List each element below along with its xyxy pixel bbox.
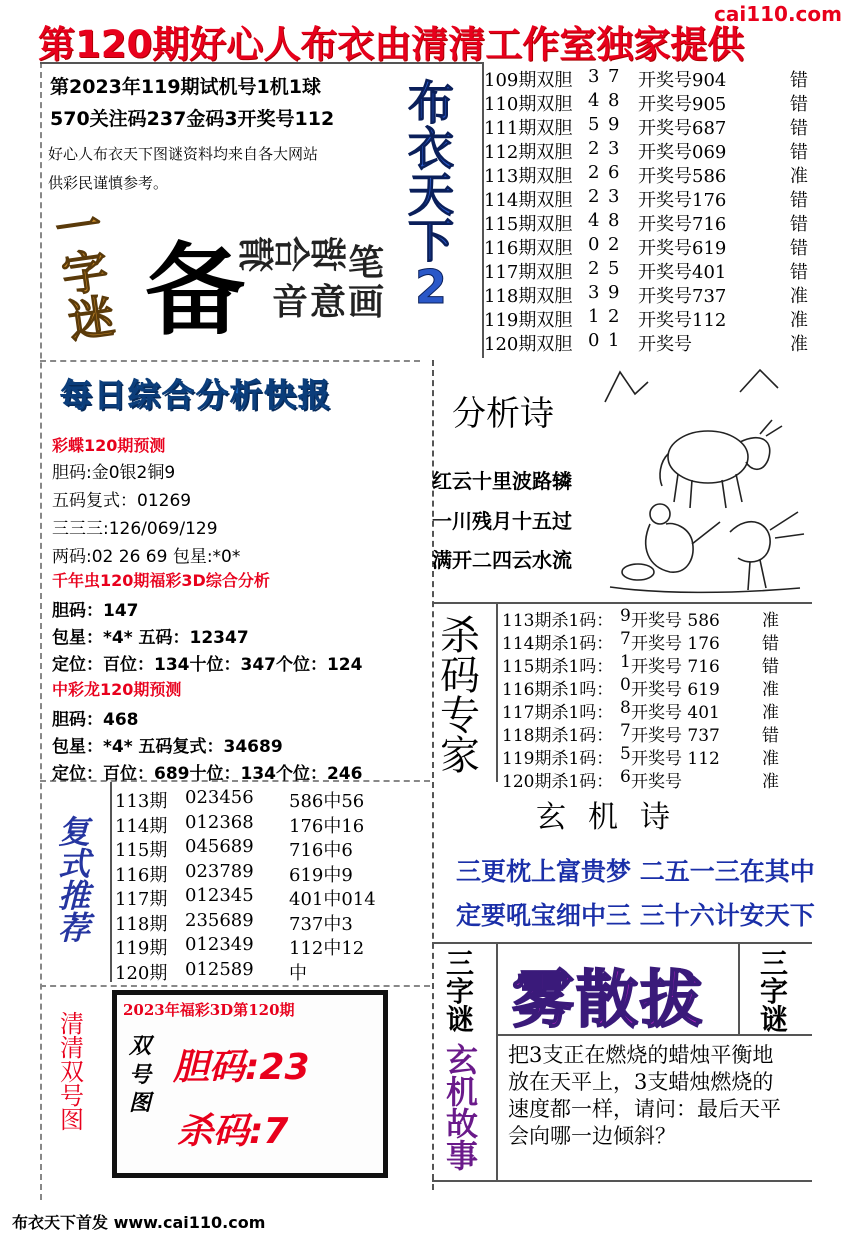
row-result: 176中16 [289, 815, 365, 837]
riddle-character: 备 [145, 231, 245, 349]
dh-dan-code: 胆码:23 [173, 1047, 310, 1088]
row-mark: 错 [790, 94, 808, 115]
kill-label-char: 家 [440, 733, 480, 779]
row-digit: 2 [608, 306, 620, 327]
caidie-title: 彩蝶120期预测 [52, 436, 166, 455]
double-dan-row [484, 138, 810, 162]
row-numbers: 045689 [185, 836, 254, 857]
kill-code-row [502, 606, 782, 629]
double-number-box [112, 990, 388, 1178]
sanzi-word: 雾散拔 [512, 963, 705, 1036]
riddle-hint-char: 笔 [348, 243, 385, 284]
row-mark: 准 [790, 286, 808, 307]
row-period: 116期双胆 [484, 238, 573, 259]
row-digit: 3 [608, 138, 620, 159]
sanzi-label-char: 字 [760, 975, 789, 1008]
row-numbers: 023789 [185, 860, 254, 882]
fushi-label-char: 推 [58, 877, 91, 915]
row-result: 开奖号069 [638, 142, 727, 163]
row-period: 115期杀1吗： [502, 657, 614, 677]
row-result: 开奖号737 [638, 286, 727, 307]
fushi-label-char: 复 [58, 813, 91, 851]
row-digit: 9 [608, 114, 620, 135]
dh-label-char: 号 [60, 1082, 84, 1110]
row-result: 716中6 [289, 840, 353, 861]
row-numbers: 012349 [185, 934, 254, 955]
dh-side-char: 图 [129, 1091, 152, 1117]
row-digit: 4 [588, 90, 600, 111]
double-dan-row [484, 282, 810, 306]
kill-code-row [502, 698, 782, 721]
kill-label-char: 杀 [440, 613, 480, 659]
row-digit: 3 [588, 282, 600, 303]
row-kill-digit: 7 [620, 721, 631, 741]
riddle-hint-char: 画 [348, 282, 385, 323]
row-period: 115期双胆 [484, 214, 573, 235]
row-mark: 错 [790, 214, 808, 235]
row-digit: 2 [608, 234, 620, 255]
row-digit: 4 [588, 210, 600, 231]
row-result: 开奖号619 [638, 238, 727, 259]
row-period: 120期杀1码： [502, 772, 614, 792]
caidie-line: 两码:02 26 69 包星:*0* [52, 547, 241, 567]
row-period: 117期 [115, 889, 168, 910]
row-mark: 准 [790, 166, 808, 187]
row-period: 116期杀1吗： [502, 680, 614, 700]
row-period: 113期双胆 [484, 166, 573, 187]
poem-title: 分析诗 [452, 394, 554, 434]
daily-banner: 每日综合分析快报 [60, 376, 333, 414]
sanzi-label-char: 三 [760, 947, 789, 980]
poem-line: 满开二四云水流 [432, 548, 572, 572]
header-title: 第120期好心人布衣由清清工作室独家提供 [38, 23, 745, 66]
sanzi-label-left [446, 947, 475, 1036]
dh-label-char: 双 [60, 1058, 84, 1086]
site-logo[interactable]: cai110.com [714, 2, 842, 26]
qianniance-line: 包星：*4* 五码：12347 [52, 628, 249, 648]
dh-side-char: 双 [129, 1034, 152, 1059]
kill-label-char: 专 [440, 693, 480, 739]
riddle-hint-char: 音 [272, 282, 309, 323]
xuanji-line: 三更枕上富贵梦 二五一三在其中 [456, 857, 815, 886]
row-digit: 9 [608, 282, 620, 303]
row-period: 114期双胆 [484, 190, 573, 211]
row-mark: 错 [790, 262, 808, 283]
row-result: 开奖号176 [638, 190, 727, 211]
caidie-line: 三三三:126/069/129 [52, 519, 218, 539]
row-digit: 2 [588, 258, 600, 279]
row-result: 开奖号 [631, 772, 682, 792]
fushi-label-char: 式 [58, 845, 91, 883]
row-result: 开奖号 176 [631, 634, 720, 654]
brand-char: 衣 [408, 122, 454, 176]
row-period: 118期 [115, 913, 168, 935]
row-period: 118期杀1码： [502, 726, 614, 746]
row-numbers: 012368 [185, 811, 254, 833]
xuanji-line: 定要吼宝细中三 三十六计安天下 [456, 901, 815, 930]
row-result: 开奖号 401 [631, 703, 720, 723]
zhongcailong-line: 包星：*4* 五码复式：34689 [52, 737, 283, 757]
riddle-hint-col1 [234, 235, 348, 273]
row-mark: 错 [790, 190, 808, 211]
top-border [40, 62, 484, 64]
riddle-hint-col2b [310, 282, 347, 323]
row-result: 开奖号112 [638, 310, 727, 331]
row-result: 开奖号905 [638, 94, 727, 115]
row-kill-digit: 9 [620, 606, 631, 626]
kill-code-row [502, 744, 782, 767]
fushi-row [115, 959, 389, 984]
zhongcailong-title: 中彩龙120期预测 [52, 680, 182, 699]
row-period: 115期 [115, 840, 168, 861]
zhongcailong-line: 定位：百位：689十位：134个位：246 [52, 764, 363, 784]
row-kill-digit: 8 [620, 698, 631, 718]
riddle-label [52, 197, 118, 349]
row-result: 开奖号 586 [631, 611, 720, 631]
double-dan-row [484, 258, 810, 282]
riddle-hint-char: 合 [270, 235, 312, 273]
row-mark: 错 [762, 657, 779, 677]
row-period: 110期双胆 [484, 94, 573, 115]
row-mark: 错 [790, 118, 808, 139]
brand-char: 布 [408, 76, 454, 130]
row-digit: 0 [588, 234, 600, 255]
dh-label [60, 1012, 84, 1132]
story-label-char: 故 [446, 1105, 479, 1143]
double-dan-row [484, 114, 810, 138]
riddle-hint-char: 谐 [306, 235, 348, 273]
double-dan-table [484, 66, 810, 354]
kill-divider [496, 602, 498, 782]
double-dan-row [484, 66, 810, 90]
fushi-row [115, 812, 389, 837]
xuanji-title: 玄机诗 [536, 800, 692, 835]
riddle-label-char: 迷 [64, 288, 118, 349]
dh-side-label [129, 1033, 151, 1119]
row-result: 开奖号 112 [631, 749, 720, 769]
row-result: 开奖号 [638, 334, 692, 355]
row-numbers: 012589 [185, 958, 254, 980]
row-result: 开奖号 737 [631, 726, 720, 746]
row-period: 120期双胆 [484, 334, 573, 355]
row-mark: 准 [762, 749, 779, 769]
row-period: 114期 [115, 815, 168, 837]
trial-line-1: 第2023年119期试机号1机1球 [50, 76, 321, 98]
story-label-char: 玄 [446, 1041, 479, 1079]
row-result: 开奖号 619 [631, 680, 720, 700]
row-result: 586中56 [289, 791, 365, 812]
double-dan-row [484, 162, 810, 186]
double-dan-row [484, 90, 810, 114]
qianniance-line: 定位：百位：134十位：347个位：124 [52, 655, 363, 675]
brand-char: 下 [408, 214, 454, 268]
fushi-table [115, 787, 389, 983]
sanzi-top [432, 942, 812, 944]
row-period: 120期 [115, 962, 168, 984]
row-period: 112期双胆 [484, 142, 573, 163]
sanzi-label-char: 谜 [446, 1003, 475, 1036]
row-numbers: 023456 [185, 787, 254, 808]
row-period: 113期杀1码： [502, 611, 614, 631]
qianniance-title: 千年虫120期福彩3D综合分析 [52, 571, 270, 590]
story-label-char: 事 [446, 1137, 479, 1175]
row-period: 113期 [115, 791, 168, 812]
double-dan-row [484, 210, 810, 234]
kill-code-row [502, 629, 782, 652]
row-kill-digit: 0 [620, 675, 631, 695]
riddle-hint-col2 [272, 282, 309, 323]
dh-label-char: 清 [60, 1010, 84, 1038]
sanzi-divider-right [738, 942, 740, 1034]
row-result: 开奖号904 [638, 70, 727, 91]
row-result: 开奖号586 [638, 166, 727, 187]
row-kill-digit: 6 [620, 767, 631, 787]
double-dan-row [484, 330, 810, 354]
story-label-char: 机 [446, 1073, 479, 1111]
kill-label [440, 613, 480, 779]
fushi-row [115, 910, 389, 935]
row-kill-digit: 5 [620, 744, 631, 764]
fushi-row [115, 885, 389, 910]
sanzi-label-char: 三 [446, 947, 475, 980]
row-digit: 2 [588, 138, 600, 159]
brand-char: 2 [414, 260, 447, 314]
dh-box-title: 2023年福彩3D第120期 [123, 1001, 295, 1019]
row-kill-digit: 7 [620, 629, 631, 649]
story-text: 把3支正在燃烧的蜡烛平衡地放在天平上，3支蜡烛燃烧的速度都一样，请问：最后天平会向哪一边倾斜？ [508, 1043, 781, 1148]
double-dan-row [484, 234, 810, 258]
trial-note-2: 供彩民谨慎参考。 [48, 174, 169, 192]
sanzi-label-right [760, 947, 789, 1036]
row-digit: 7 [608, 66, 620, 87]
row-period: 114期杀1码： [502, 634, 614, 654]
row-period: 117期杀1吗： [502, 703, 614, 723]
kill-code-row [502, 675, 782, 698]
fushi-row [115, 836, 389, 861]
row-mark: 错 [790, 238, 808, 259]
fushi-label [58, 813, 91, 947]
row-mark: 准 [790, 310, 808, 331]
riddle-hint-col3 [348, 243, 385, 284]
row-period: 119期杀1码： [502, 749, 614, 769]
divider-3 [40, 985, 430, 987]
row-mark: 准 [790, 334, 808, 355]
kill-code-row [502, 767, 782, 790]
row-mark: 准 [762, 703, 779, 723]
row-period: 119期双胆 [484, 310, 573, 331]
sanzi-label-char: 字 [446, 975, 475, 1008]
row-mark: 准 [762, 772, 779, 792]
row-result: 开奖号401 [638, 262, 727, 283]
row-result: 开奖号 716 [631, 657, 720, 677]
poem-line: 红云十里波路辚 [432, 469, 572, 493]
footer: 布衣天下首发 www.cai110.com [12, 1213, 266, 1232]
row-digit: 3 [608, 186, 620, 207]
fushi-label-char: 荐 [58, 909, 91, 947]
row-result: 401中014 [289, 889, 376, 910]
row-result: 112中12 [289, 938, 365, 959]
trial-line-2: 570关注码237金码3开奖号112 [50, 108, 335, 130]
dh-label-char: 清 [60, 1034, 84, 1062]
riddle-hint-char: 猜 [234, 235, 276, 273]
row-digit: 0 [588, 330, 600, 351]
row-result: 737中3 [289, 913, 353, 935]
qianniance-line: 胆码：147 [52, 601, 139, 621]
row-digit: 1 [588, 306, 600, 327]
trial-note-1: 好心人布衣天下图谜资料均来自各大网站 [48, 145, 319, 163]
double-dan-row [484, 306, 810, 330]
fushi-divider [110, 782, 112, 982]
double-dan-row [484, 186, 810, 210]
sanzi-divider-left [496, 942, 498, 1180]
row-kill-digit: 1 [620, 652, 631, 672]
row-digit: 6 [608, 162, 620, 183]
left-border [40, 62, 42, 1200]
fushi-row [115, 934, 389, 959]
row-digit: 2 [588, 162, 600, 183]
kill-code-table [502, 606, 782, 790]
riddle-label-char: 字 [58, 243, 112, 303]
kill-label-char: 码 [440, 653, 480, 699]
riddle-hint-col2c [348, 282, 385, 323]
fushi-row [115, 861, 389, 886]
zhongcailong-line: 胆码：468 [52, 710, 139, 730]
row-mark: 准 [762, 611, 779, 631]
ox-illustration [600, 362, 808, 598]
poem-line: 一川残月十五过 [432, 509, 572, 533]
row-period: 111期双胆 [484, 118, 573, 139]
riddle-hint-char: 意 [310, 282, 347, 323]
row-digit: 5 [608, 258, 620, 279]
row-result: 中 [289, 962, 307, 984]
row-mark: 准 [762, 680, 779, 700]
row-digit: 3 [588, 66, 600, 87]
dh-label-char: 图 [60, 1106, 84, 1134]
riddle-label-char: 一 [52, 197, 106, 258]
row-period: 118期双胆 [484, 286, 573, 307]
row-period: 109期双胆 [484, 70, 573, 91]
row-result: 开奖号687 [638, 118, 727, 139]
row-mark: 错 [790, 70, 808, 91]
row-result: 开奖号716 [638, 214, 727, 235]
story-label [446, 1041, 479, 1175]
row-mark: 错 [762, 726, 779, 746]
bottom-border [432, 1180, 812, 1182]
row-period: 117期双胆 [484, 262, 573, 283]
row-digit: 1 [608, 330, 620, 351]
row-digit: 8 [608, 90, 620, 111]
kill-top [432, 602, 812, 604]
caidie-line: 五码复式：01269 [52, 491, 192, 511]
brand-char: 天 [408, 168, 454, 222]
row-mark: 错 [790, 142, 808, 163]
row-period: 119期 [115, 938, 168, 959]
row-digit: 2 [588, 186, 600, 207]
caidie-line: 胆码:金0银2铜9 [52, 463, 176, 483]
dh-side-char: 号 [129, 1062, 152, 1088]
kill-code-row [502, 652, 782, 675]
row-digit: 8 [608, 210, 620, 231]
kill-code-row [502, 721, 782, 744]
dh-sha-code: 杀码:7 [177, 1111, 289, 1152]
row-result: 619中9 [289, 864, 353, 886]
row-period: 116期 [115, 864, 168, 886]
divider-1 [40, 360, 420, 362]
row-digit: 5 [588, 114, 600, 135]
row-numbers: 235689 [185, 909, 254, 931]
row-numbers: 012345 [185, 885, 254, 906]
sanzi-label-char: 谜 [760, 1003, 789, 1036]
brand-vertical [408, 76, 454, 314]
fushi-row [115, 787, 389, 812]
row-mark: 错 [762, 634, 779, 654]
